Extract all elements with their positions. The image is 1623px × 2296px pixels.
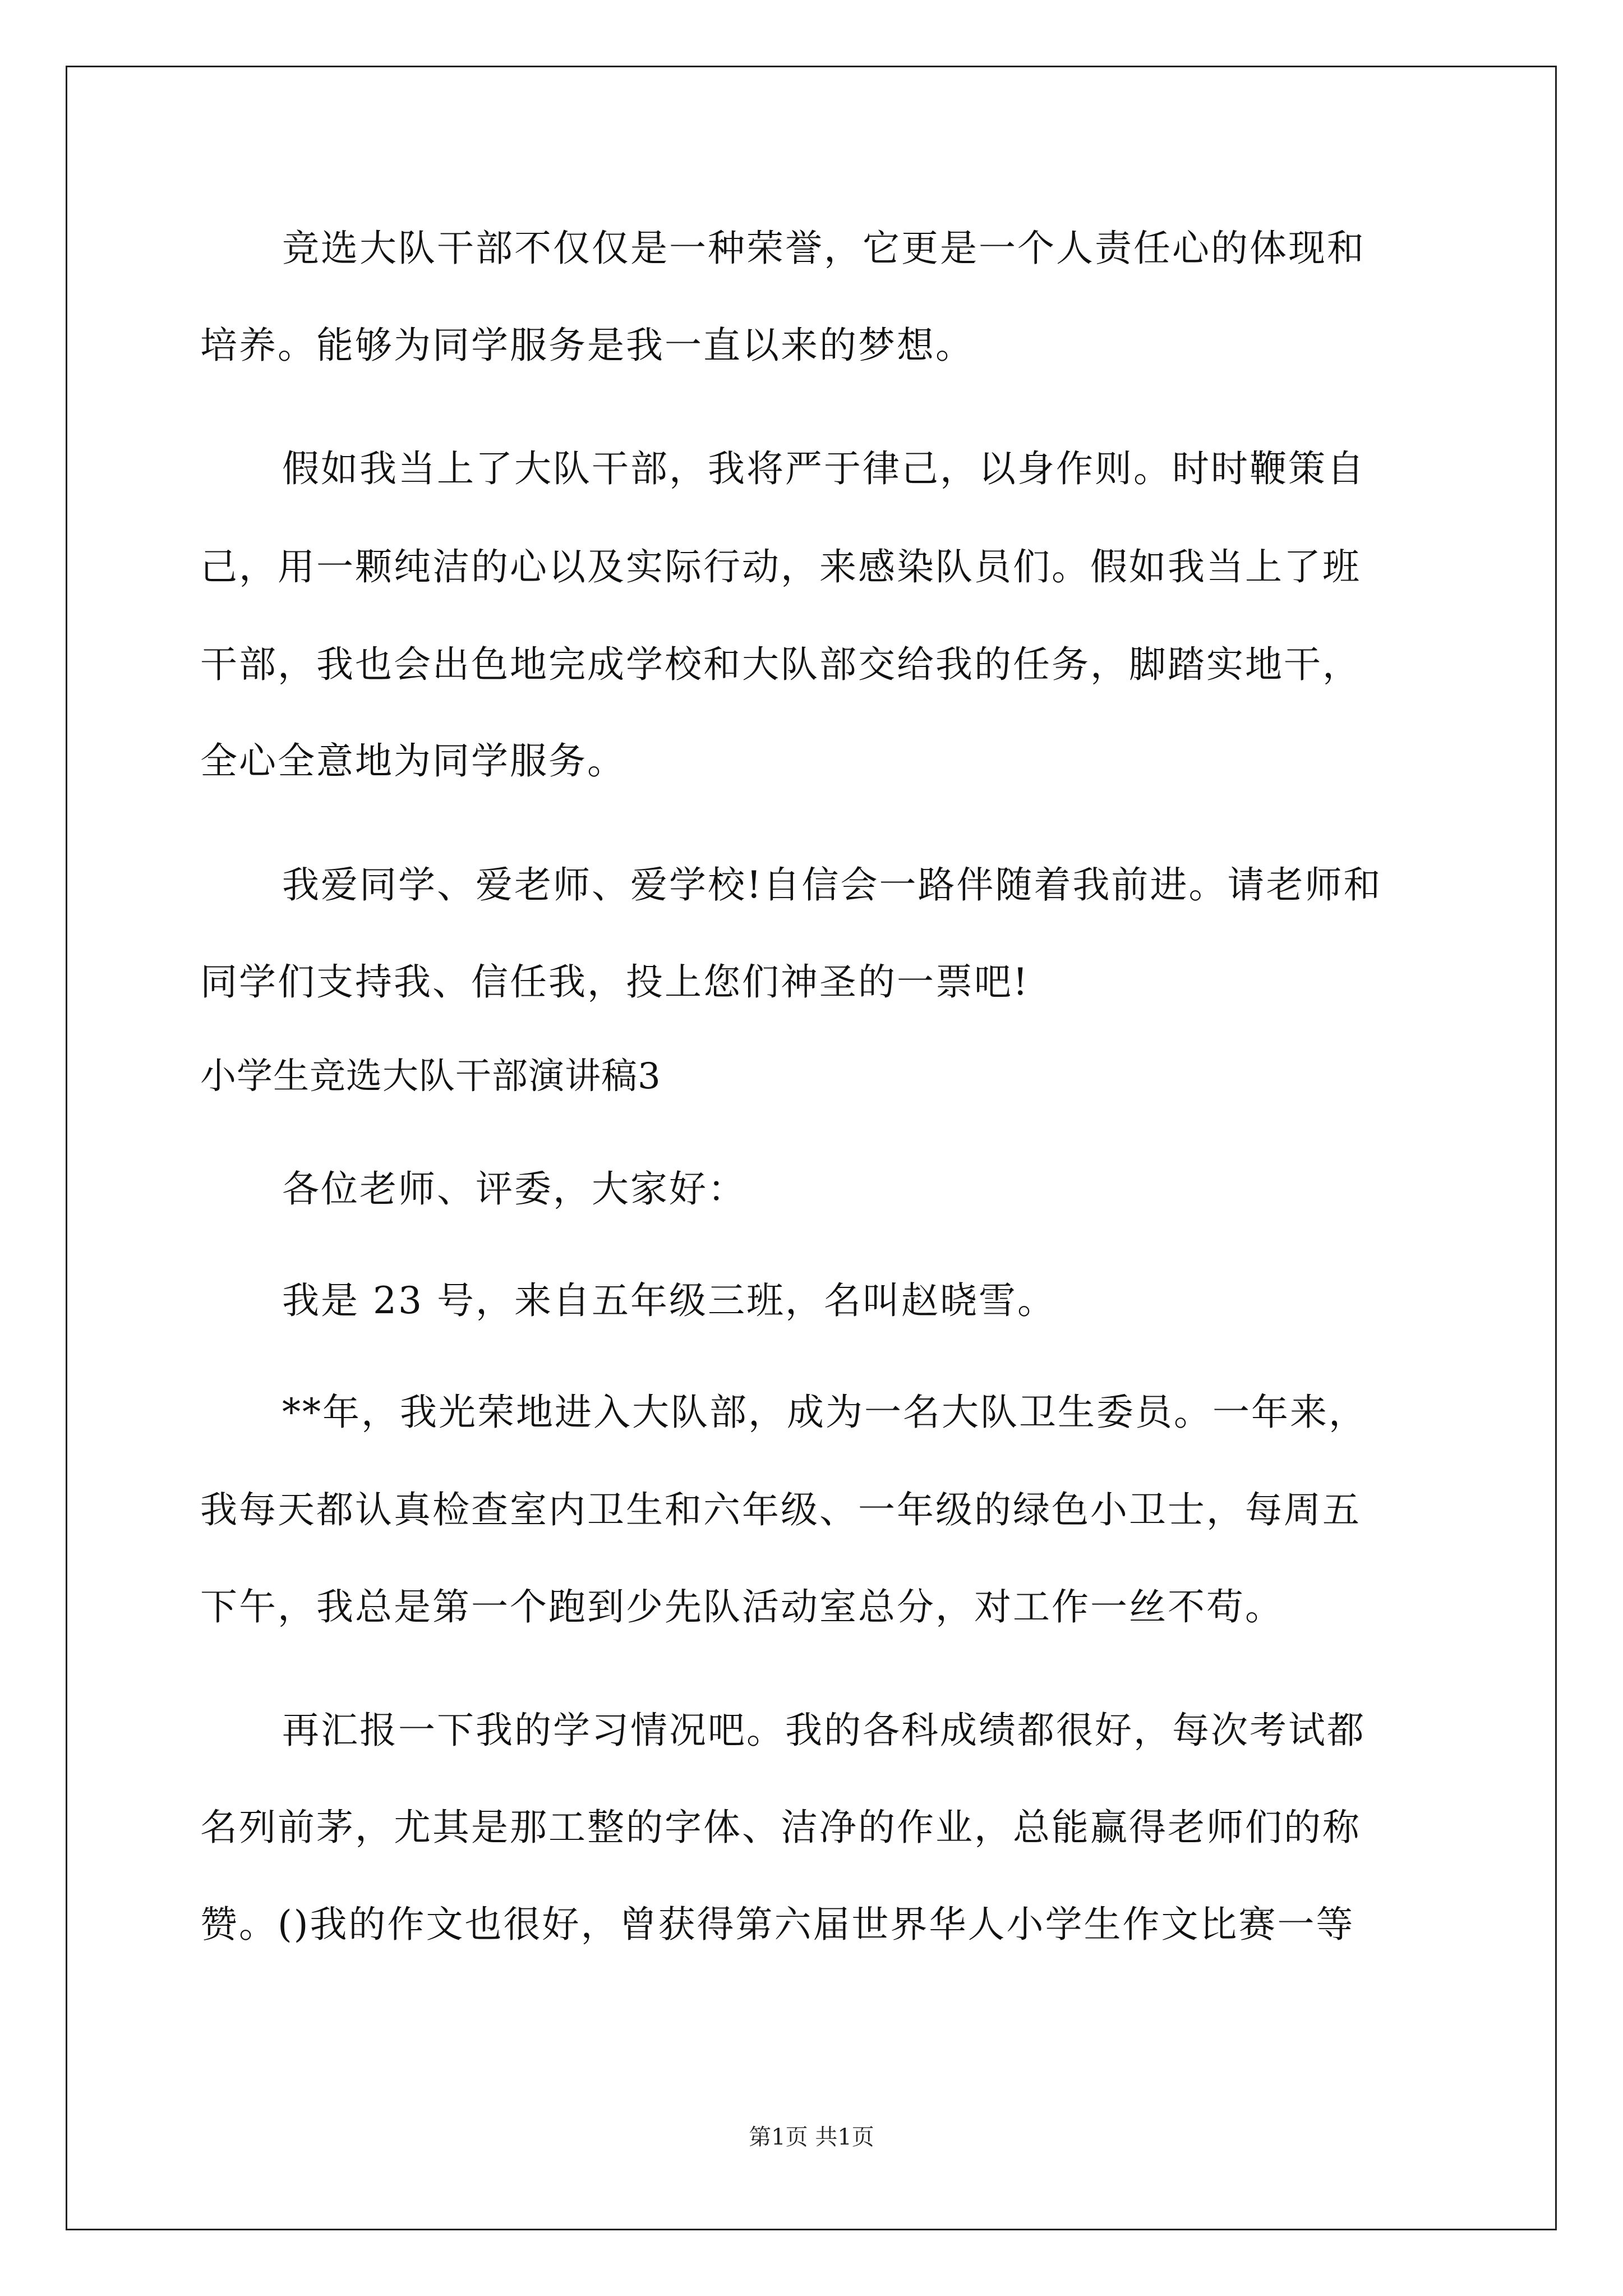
paragraph-line: 各位老师、评委，大家好： — [282, 1167, 746, 1211]
paragraph-line: **年，我光荣地进入大队部，成为一名大队卫生委员。一年来， — [282, 1391, 1367, 1434]
page-footer: 第1页 共1页 — [749, 2124, 874, 2150]
paragraph-line: 下午，我总是第一个跑到少先队活动室总分，对工作一丝不苟。 — [200, 1585, 1284, 1628]
paragraph-line: 己，用一颗纯洁的心以及实际行动，来感染队员们。假如我当上了班 — [200, 545, 1361, 588]
paragraph-line: 我是 23 号，来自五年级三班，名叫赵晓雪。 — [282, 1279, 1056, 1322]
paragraph-line: 干部，我也会出色地完成学校和大队部交给我的任务，脚踏实地干， — [200, 643, 1361, 686]
paragraph-line: 赞。()我的作文也很好，曾获得第六届世界华人小学生作文比赛一等 — [200, 1903, 1355, 1946]
paragraph-line: 我爱同学、爱老师、爱学校!自信会一路伴随着我前进。请老师和 — [282, 863, 1382, 907]
paragraph-line: 竞选大队干部不仅仅是一种荣誉，它更是一个人责任心的体现和 — [282, 227, 1366, 270]
paragraph-line: 全心全意地为同学服务。 — [200, 739, 626, 783]
section-heading: 小学生竞选大队干部演讲稿3 — [200, 1056, 661, 1097]
paragraph-line: 同学们支持我、信任我，投上您们神圣的一票吧! — [200, 960, 1030, 1004]
paragraph-line: 再汇报一下我的学习情况吧。我的各科成绩都很好，每次考试都 — [282, 1709, 1366, 1752]
paragraph-line: 假如我当上了大队干部，我将严于律己，以身作则。时时鞭策自 — [282, 447, 1366, 490]
paragraph-line: 名列前茅，尤其是那工整的字体、洁净的作业，总能赢得老师们的称 — [200, 1806, 1361, 1849]
paragraph-line: 培养。能够为同学服务是我一直以来的梦想。 — [200, 324, 974, 367]
paragraph-line: 我每天都认真检查室内卫生和六年级、一年级的绿色小卫士，每周五 — [200, 1488, 1361, 1531]
